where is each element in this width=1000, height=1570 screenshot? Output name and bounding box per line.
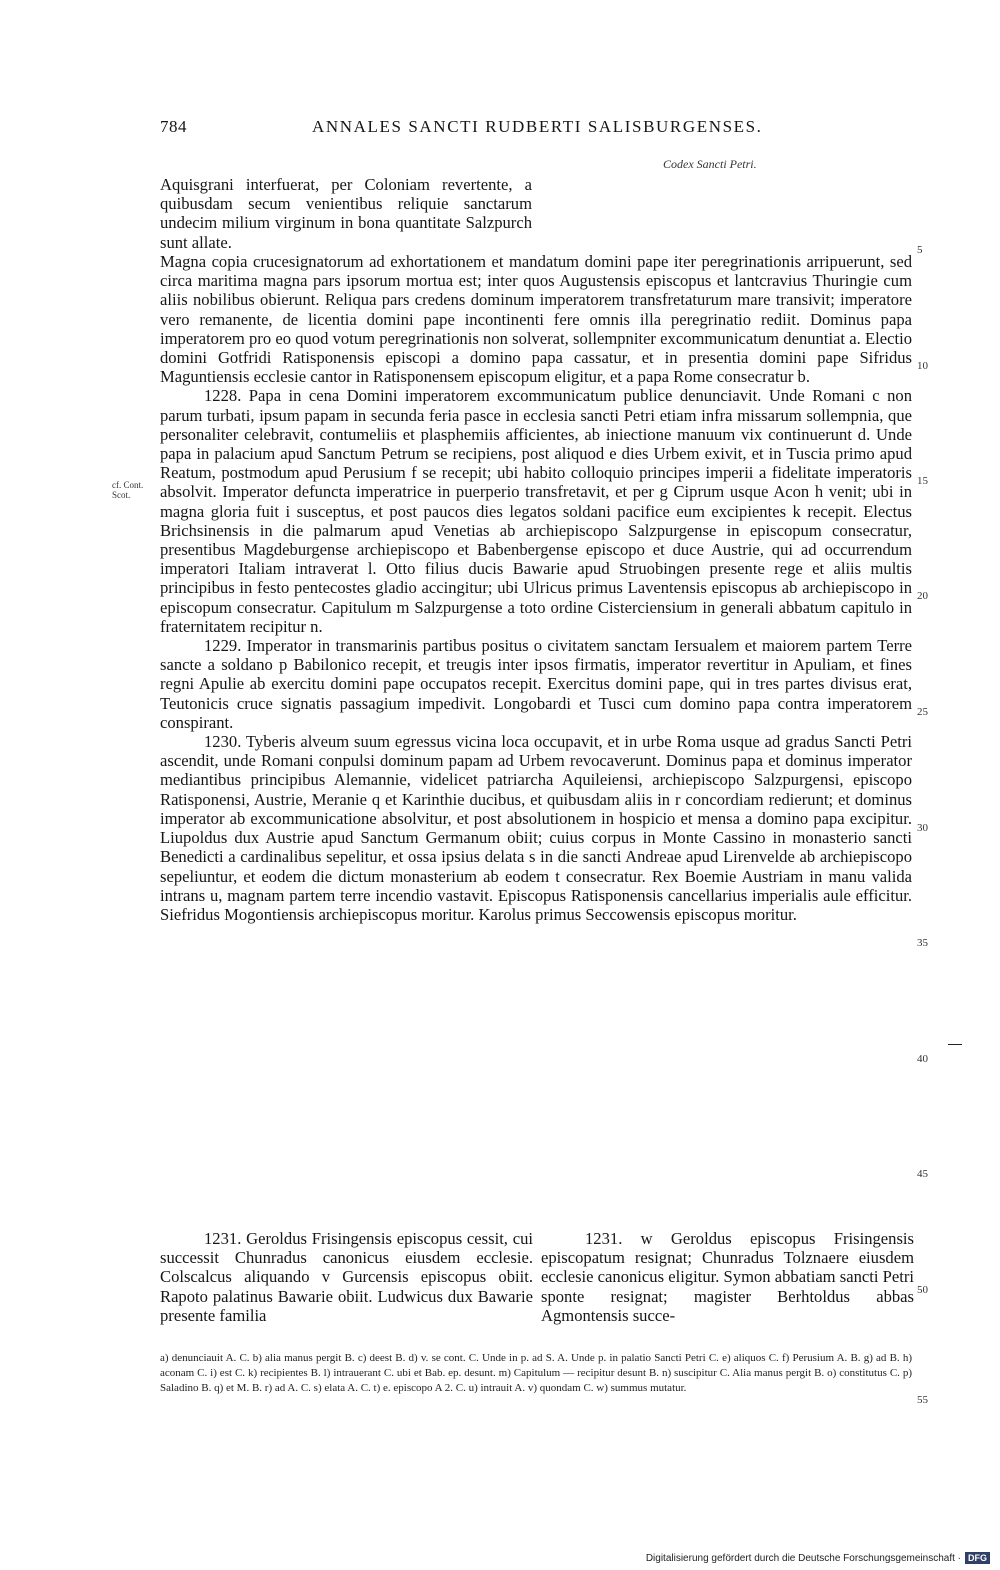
line-number: 35 [917, 937, 928, 949]
paragraph-crusade: Magna copia crucesignatorum ad exhortationem et mandatum domini pape iter peregrinationis arripuerunt, sed circa maritima magna pars ipsorum mortua est; inter quos Augustensis episcopus et lantcravius Thuringie cum aliis nobilibus obierunt. Reliqua pars credens dominum imperatorem transfretaturum mare transivit; imperatore vero remanente, de licentia domini pape incontinenti fere omnis illa peregrinatio rediit. Dominus papa imperatorem pro eo quod votum peregrinationis non solverat, sollempniter excommunicatum denuntiat a. Electio domini Gotfridi Ratisponensis episcopi a domino papa cassatur, et in presentia domini pape Sifridus Maguntiensis ecclesie cantor in Ratisponensem episcopum eligitur, et a papa Rome consecratur b. [160, 252, 912, 387]
line-number: 20 [917, 590, 928, 602]
line-number: 45 [917, 1168, 928, 1180]
codex-note: Codex Sancti Petri. [663, 157, 757, 171]
paragraph-1231-left: 1231. Geroldus Frisingensis episcopus cessit, cui successit Chunradus canonicus eiusdem ecclesie. Colscalcus aliquando v Gurcensis episcopus obiit. Rapoto palatinus Bawarie obiit. Ludwicus dux Bawarie presente familia [160, 1229, 533, 1325]
margin-source-note: cf. Cont. Scot. [112, 480, 144, 500]
credit-text: Digitalisierung gefördert durch die Deutsche Forschungsgemeinschaft · [645, 1552, 961, 1564]
footnotes: a) denunciauit A. C. b) alia manus pergit B. c) deest B. d) v. se cont. C. Unde in p. ad S. A. Unde p. in palatio Sancti Petri C. e) aliquos C. f) Perusium A. B. g) ad B. h) aconam C. i) est C. k) recipientes B. l) intrauerant C. ubi et Bab. ep. desunt. m) Capitulum — recipitur desunt B. n) suscipitur C. Alia manus pergit B. o) constitutus C. p) Saladino B. q) et M. B. r) ad A. C. s) elata A. C. t) e. episcopo A 2. C. u) intrauit A. v) quondam C. w) summus mutatur. [160, 1352, 912, 1395]
line-number: 55 [917, 1394, 928, 1406]
line-number: 50 [917, 1284, 928, 1296]
paragraph-1231-right: 1231. w Geroldus episcopus Frisingensis episcopatum resignat; Chunradus Tolznaere eiusdem ecclesie canonicus eligitur. Symon abbatiam sancti Petri sponte resignat; magister Berhtoldus abbas Agmontensis succe- [541, 1229, 914, 1325]
paragraph-1228: 1228. Papa in cena Domini imperatorem excommunicatum publice denunciavit. Unde Romani c non parum turbati, ipsum papam in secunda feria pasce in ecclesia sancti Petri etiam infra missarum sollempnia, que personaliter celebravit, contumeliis et plasphemiis afficientes, ab iniectione manuum vix continuerunt d. Unde papa in palacium apud Sanctum Petrum se recipiens, post aliquod e dies Urbem exivit, et in Tuscia primo apud Reatum, postmodum apud Perusium f se recepit; ubi habito colloquio principes imperii a fidelitate imperatoris absolvit. Imperator defuncta imperatrice in puerperio transfretavit, et per g Ciprum usque Acon h venit; ubi in magna gloria fuit i susceptus, et post paucos dies legatos soldani pacifice eum excipientes k recepit. Electus Brichsinensis in die palmarum apud Venetias ab archiepiscopo Salzpurgense in episcopum consecratur, presentibus Magdeburgense archiepiscopo et Babenbergense episcopo et duce Austrie, qui ad occurrendum imperatori Italiam intraverat l. Otto filius ducis Bawarie apud Struobingen presente rege et aliis multis principibus in festo pentecostes gladio accingitur; ubi Ulricus primus Laventensis episcopus ab archiepiscopo in episcopum consecratur. Capitulum m Salzpurgense a toto ordine Cisterciensium in generali abbatum capitulo in fraternitatem recipitur n. [160, 386, 912, 636]
paragraph-1229: 1229. Imperator in transmarinis partibus positus o civitatem sanctam Iersualem et maiorem partem Terre sancte a soldano p Babilonico recepit, et treugis inter ipsos firmatis, imperator revertitur in Apuliam, et fines regni Apulie ab exercitu domini pape occupatos recepit. Exercitus domini pape, qui in tres partes divisus erat, Teutonicis cruce signatis passagium impedivit. Longobardi et Tusci cum domino papa contra imperatorem conspirant. [160, 636, 912, 732]
line-number: 15 [917, 475, 928, 487]
line-number: 40 [917, 1053, 928, 1065]
line-number: 25 [917, 706, 928, 718]
line-number: 10 [917, 360, 928, 372]
dfg-credit [646, 1552, 990, 1564]
dfg-logo: DFG [965, 1552, 990, 1564]
column-right-1231 [541, 1229, 914, 1325]
paragraph-1230: 1230. Tyberis alveum suum egressus vicina loca occupavit, et in urbe Roma usque ad gradus Sancti Petri ascendit, unde Romani conpulsi dominum papam ad Urbem revocaverunt. Dominus papa et dominus imperator mediantibus principibus Alemannie, videlicet patriarcha Aquileiensi, archiepiscopo Salzpurgensi, episcopo Ratisponensi, Austrie, Meranie q et Karinthie ducibus, et quibusdam aliis in r concordiam redierunt; et dominus imperator ab excommunicatione absolvitur, et post absolutionem in hospicio et mensa a domino papa excipitur. Liupoldus dux Austrie apud Sanctum Germanum obiit; cuius corpus in Monte Cassino in monasterio sancti Benedicti a cardinalibus sepelitur, et ossa ipsius delata s in die sancti Andreae apud Lirenvelde ab archiepiscopo sepeliuntur, et eodem die dictum monasterium ab eodem t consecratur. Rex Boemie Austriam in manu valida intrans u, magnam partem terre incendio vastavit. Episcopus Ratisponensis cancellarius imperialis aule efficitur. Siefridus Mogontiensis archiepiscopus moritur. Karolus primus Seccowensis episcopus moritur. [160, 732, 912, 924]
line-number: 30 [917, 822, 928, 834]
main-text [160, 252, 912, 924]
margin-dash [948, 1044, 962, 1045]
running-head: ANNALES SANCTI RUDBERTI SALISBURGENSES. [312, 117, 763, 136]
column-left-1231 [160, 1229, 533, 1325]
page-number: 784 [160, 117, 187, 136]
intro-paragraph: Aquisgrani interfuerat, per Coloniam revertente, a quibusdam secum venientibus reliquie sanctarum undecim milium virginum in bona quantitate Salzpurch sunt allate. [160, 175, 532, 252]
line-number: 5 [917, 244, 923, 256]
